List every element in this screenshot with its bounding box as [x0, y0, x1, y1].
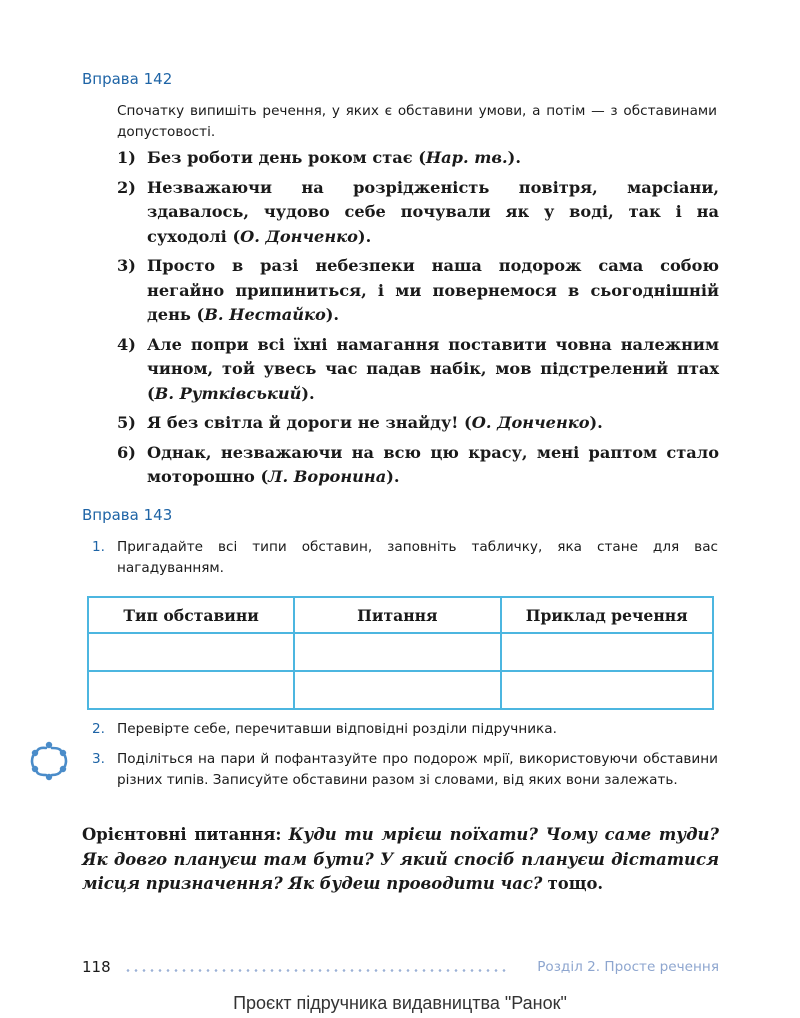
- table-header-example: Приклад речення: [501, 597, 714, 633]
- table-cell: [294, 633, 500, 671]
- sentence-item: 3) Просто в разі небезпеки наша подорож сама собою негайно припиниться, і ми повернемося в сьогоднішній день (В. Нестайко).: [117, 256, 719, 324]
- sentence-list: [117, 146, 719, 495]
- exercise-142-instruction: Спочатку випишіть речення, у яких є обставини умови, а потім — з обставинами допустовості.: [117, 103, 717, 140]
- chapter-title: Розділ 2. Просте речення: [537, 959, 719, 975]
- page-footer: [82, 958, 719, 982]
- table-row: [88, 633, 713, 671]
- sentence-item: 1) Без роботи день роком стає (Нар. тв.).: [117, 148, 521, 167]
- step-number: 1.: [92, 539, 105, 555]
- step-text: Поділіться на пари й пофантазуйте про подорож мрії, використовуючи обставини різних типів. Записуйте обставини разом зі словами, від яких вони залежать.: [117, 751, 718, 788]
- page-number: 118: [82, 958, 111, 976]
- exercise-142-title: Вправа 142: [82, 70, 173, 88]
- table-header-row: [88, 597, 713, 633]
- table-cell: [294, 671, 500, 709]
- table-header-type: Тип обставини: [88, 597, 294, 633]
- table-row: [88, 671, 713, 709]
- questions-label: Орієнтовні питання:: [82, 825, 282, 844]
- table-cell: [88, 633, 294, 671]
- exercise-143-title: Вправа 143: [82, 506, 173, 524]
- guiding-questions: [82, 823, 719, 897]
- publisher-note: Проєкт підручника видавництва "Ранок": [233, 993, 567, 1013]
- step-3: [92, 749, 718, 791]
- sentence-item: 2) Незважаючи на розрідженість повітря, марсіани, здавалось, чудово себе почували як у воді, так і на суходолі (О. Донченко).: [117, 177, 719, 246]
- sentence-item: 6) Однак, незважаючи на всю цю красу, мені раптом стало моторошно (Л. Воронина).: [117, 442, 719, 486]
- table-cell: [501, 633, 714, 671]
- step-text: Перевірте себе, перечитавши відповідні розділи підручника.: [117, 721, 557, 737]
- table-header-question: Питання: [294, 597, 500, 633]
- table-cell: [88, 671, 294, 709]
- step-text: Пригадайте всі типи обставин, заповніть табличку, яка стане для вас нагадуванням.: [117, 539, 718, 576]
- questions-text: Куди ти мрієш поїхати? Чому саме туди? Як довго плануєш там бути? У який спосіб плануєш дістатися місця призначення? Як будеш проводити час?: [82, 825, 719, 893]
- step-number: 3.: [92, 751, 105, 767]
- circumstance-table: [87, 596, 714, 710]
- dotted-leader: [124, 969, 507, 972]
- step-2: [92, 719, 718, 740]
- sentence-item: 4) Але попри всі їхні намагання поставити човна належним чином, той увесь час падав набік, мов підстрелений птах (В. Рутківський).: [117, 334, 719, 403]
- step-number: 2.: [92, 721, 105, 737]
- questions-end: тощо.: [547, 874, 604, 893]
- pair-work-icon: [28, 740, 70, 782]
- step-1: [92, 537, 718, 579]
- sentence-item: 5) Я без світла й дороги не знайду! (О. Донченко).: [117, 413, 603, 432]
- table-cell: [501, 671, 714, 709]
